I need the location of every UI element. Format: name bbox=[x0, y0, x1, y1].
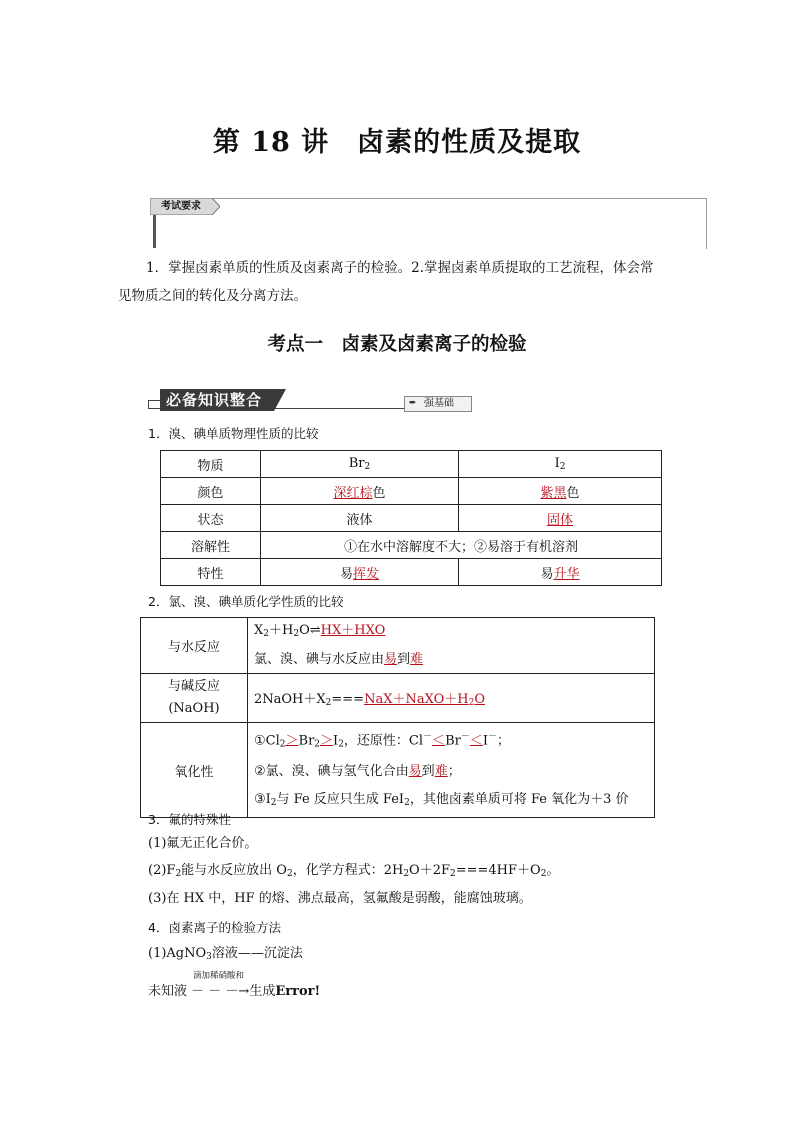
table-cell: 深红棕色 bbox=[261, 478, 459, 505]
table-cell: $2NaOH+X_2===NaX+NaXO+H_2O$ bbox=[248, 674, 655, 723]
part1-heading: 1．溴、碘单质物理性质的比较 bbox=[148, 426, 319, 441]
table-row bbox=[161, 505, 662, 532]
answer: 升华 bbox=[553, 566, 580, 582]
page-title: 第 18 讲 卤素的性质及提取 bbox=[212, 127, 582, 158]
requirements-tag: 考试要求 bbox=[161, 201, 201, 212]
part3-item-3: (3)在 HX 中，HF 的熔、沸点最高，氢氟酸是弱酸，能腐蚀玻璃。 bbox=[148, 891, 532, 906]
table-cell: $①Cl_2>Br_2>I_2$，还原性：Cl－＜Br－＜I－； ②氯、溴、碘与氢气化合由易到难； $③I_2$与 Fe 反应只生成 FeI$_2$，其他卤素单质可将 Fe 氧化为＋3 价 bbox=[248, 723, 655, 818]
table-header-cell: 物质 bbox=[161, 451, 261, 478]
table-cell: 液体 bbox=[261, 505, 459, 532]
table-header-cell: $Br_2$ bbox=[261, 451, 459, 478]
part3-heading: 3．氟的特殊性 bbox=[148, 812, 231, 827]
table-cell: 特性 bbox=[161, 559, 261, 586]
part3-item-2: $(2)F_2$能与水反应放出 $O_2$，化学方程式：$2H_2O+2F_2===4HF+O_2$。 bbox=[148, 863, 560, 879]
chemical-properties-table bbox=[140, 617, 655, 818]
requirements-frame bbox=[150, 198, 707, 249]
arrow-right-icon: → bbox=[238, 984, 250, 999]
table-cell: 状态 bbox=[161, 505, 261, 532]
answer: 固体 bbox=[546, 512, 573, 528]
requirements-line-1: 1．掌握卤素单质的性质及卤素离子的检验。2.掌握卤素单质提取的工艺流程，体会常 bbox=[146, 260, 654, 276]
physical-properties-table bbox=[160, 450, 662, 586]
table-header-cell: $I_2$ bbox=[459, 451, 662, 478]
table-row bbox=[161, 478, 662, 505]
table-cell: 易挥发 bbox=[261, 559, 459, 586]
answer: ＜ bbox=[469, 733, 483, 749]
flow-line: 未知液 － － －→生成Error! bbox=[148, 984, 321, 999]
banner-title: 必备知识整合 bbox=[166, 391, 263, 409]
table-row bbox=[141, 674, 655, 723]
part4-item-1: (1)AgNO$_3$溶液——沉淀法 bbox=[148, 946, 303, 962]
answer: ＞ bbox=[285, 733, 299, 749]
answer: 紫黑 bbox=[540, 485, 567, 501]
answer: 易 bbox=[408, 764, 422, 780]
part4-heading: 4．卤素离子的检验方法 bbox=[148, 920, 281, 935]
answer: ＜ bbox=[432, 733, 446, 749]
part2-heading: 2．氯、溴、碘单质化学性质的比较 bbox=[148, 594, 344, 609]
table-cell: 紫黑色 bbox=[459, 478, 662, 505]
arrow-label: 滴加稀硝酸和 bbox=[193, 971, 245, 981]
table-cell: 易升华 bbox=[459, 559, 662, 586]
section-title: 考点一 卤素及卤素离子的检验 bbox=[267, 334, 527, 355]
table-row bbox=[141, 618, 655, 674]
table-row bbox=[161, 532, 662, 559]
dashed-arrow: － － － bbox=[191, 984, 239, 999]
answer: $NaX+NaXO+H_2O$ bbox=[364, 692, 486, 708]
table-cell: 溶解性 bbox=[161, 532, 261, 559]
table-cell: 与碱反应 (NaOH) bbox=[141, 674, 248, 723]
requirements-text bbox=[118, 254, 678, 310]
answer: 难 bbox=[410, 652, 424, 667]
table-cell bbox=[459, 505, 662, 532]
table-row bbox=[161, 451, 662, 478]
arrow-right-icon: ➨ bbox=[409, 398, 417, 408]
answer: ＞ bbox=[320, 733, 334, 749]
requirements-line-2: 见物质之间的转化及分离方法。 bbox=[118, 288, 307, 304]
banner-subtitle: 强基础 bbox=[424, 398, 454, 409]
table-cell: 颜色 bbox=[161, 478, 261, 505]
table-cell: 与水反应 bbox=[141, 618, 248, 674]
table-row bbox=[161, 559, 662, 586]
answer: 难 bbox=[434, 764, 448, 780]
answer: HX＋HXO bbox=[320, 623, 386, 638]
answer: 易 bbox=[384, 652, 398, 667]
table-cell: ①在水中溶解度不大；②易溶于有机溶剂 bbox=[261, 532, 662, 559]
answer: 深红棕 bbox=[333, 485, 373, 501]
table-cell: $X_2+H_2O\rightleftharpoons HX+HXO$ 氯、溴、碘与水反应由易到难 bbox=[248, 618, 655, 674]
table-cell: 氧化性 bbox=[141, 723, 248, 818]
part3-item-1: (1)氟无正化合价。 bbox=[148, 836, 258, 851]
table-row bbox=[141, 723, 655, 818]
answer: 挥发 bbox=[353, 566, 380, 582]
